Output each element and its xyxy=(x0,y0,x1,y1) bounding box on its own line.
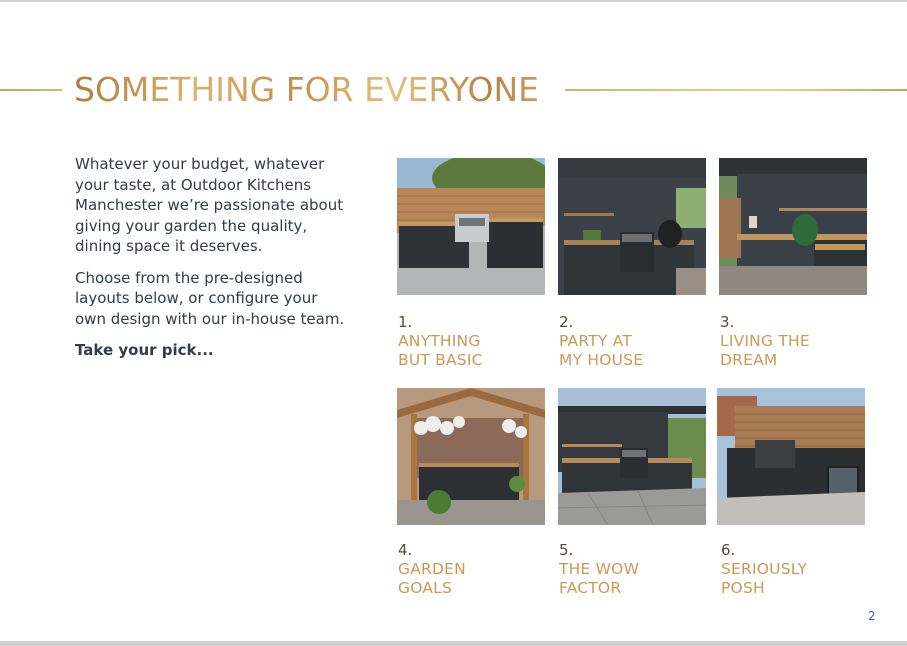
design-title-line2: GOALS xyxy=(398,579,453,597)
design-number: 2. xyxy=(559,313,574,331)
design-title-line1: PARTY AT xyxy=(559,332,632,350)
design-number: 5. xyxy=(559,541,574,559)
design-number: 3. xyxy=(720,313,735,331)
outdoor-kitchen-photo-4 xyxy=(397,388,545,525)
take-your-pick: Take your pick... xyxy=(75,341,214,359)
intro-text xyxy=(75,154,345,372)
outdoor-kitchen-photo-6 xyxy=(717,388,865,525)
design-title-line2: BUT BASIC xyxy=(398,351,483,369)
title-rule-left xyxy=(0,89,62,91)
design-title-line1: SERIOUSLY xyxy=(721,560,808,578)
outdoor-kitchen-photo-1 xyxy=(397,158,545,295)
outdoor-kitchen-photo-2 xyxy=(558,158,706,295)
top-border xyxy=(0,0,907,2)
design-number: 4. xyxy=(398,541,413,559)
design-title-line2: DREAM xyxy=(720,351,778,369)
design-title-line2: MY HOUSE xyxy=(559,351,644,369)
design-caption-5 xyxy=(559,541,719,598)
design-caption-3 xyxy=(720,313,880,370)
design-title-line2: FACTOR xyxy=(559,579,622,597)
design-caption-6 xyxy=(721,541,881,598)
design-caption-2 xyxy=(559,313,719,370)
design-title-line1: GARDEN xyxy=(398,560,466,578)
outdoor-kitchen-photo-5 xyxy=(558,388,706,525)
design-caption-4 xyxy=(398,541,558,598)
page-title: SOMETHING FOR EVERYONE xyxy=(74,70,564,110)
design-caption-1 xyxy=(398,313,558,370)
bottom-border xyxy=(0,641,907,646)
intro-paragraph-1: Whatever your budget, whatever your taste, at Outdoor Kitchens Manchester we’re passionate about giving your garden the quality, dining space it deserves. xyxy=(75,155,344,255)
design-number: 6. xyxy=(721,541,736,559)
page-number: 2 xyxy=(868,609,876,623)
outdoor-kitchen-photo-3 xyxy=(719,158,867,295)
design-title-line1: LIVING THE xyxy=(720,332,810,350)
title-rule-right xyxy=(565,89,907,91)
design-number: 1. xyxy=(398,313,413,331)
design-title-line2: POSH xyxy=(721,579,765,597)
intro-paragraph-2: Choose from the pre-designed layouts below, or configure your own design with our in-house team. xyxy=(75,268,345,328)
design-title-line1: THE WOW xyxy=(559,560,640,578)
design-title-line1: ANYTHING xyxy=(398,332,481,350)
